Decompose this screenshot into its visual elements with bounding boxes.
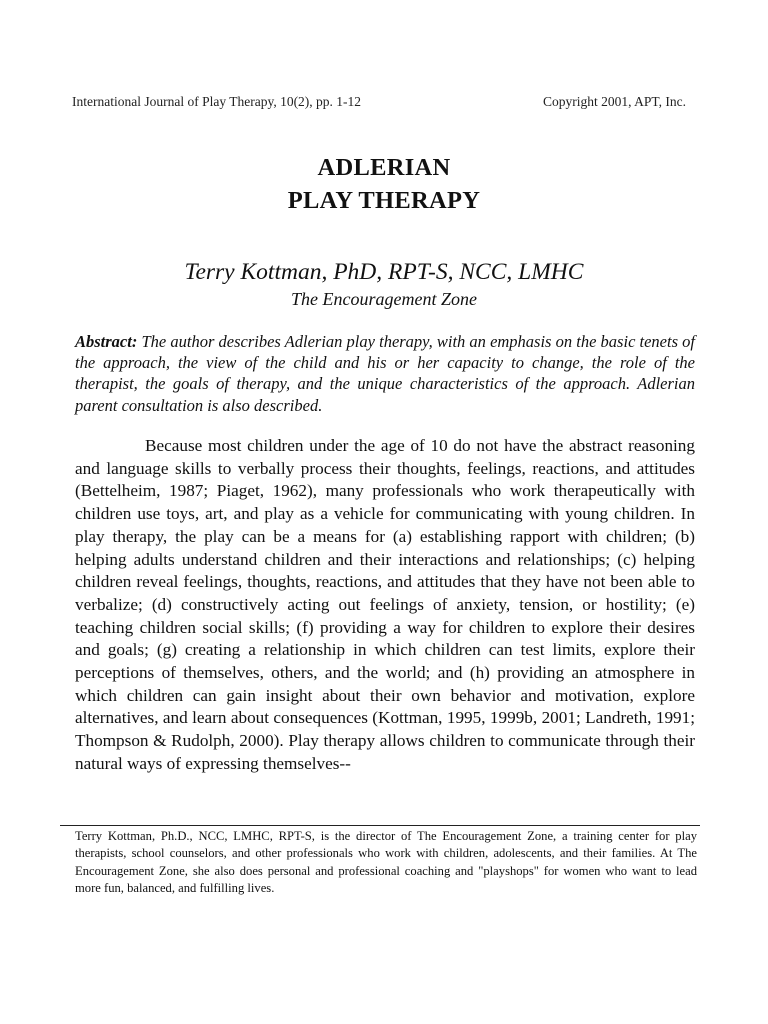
abstract-text: The author describes Adlerian play therapy, with an emphasis on the basic tenets of the approach, the view of the child and his or her capacity to change, the role of the therapist, the goals of therapy, and the unique characteristics of the approach. Adlerian parent consultation is also described.: [75, 332, 695, 415]
journal-citation: International Journal of Play Therapy, 10(2), pp. 1-12: [72, 94, 362, 109]
article-title: [0, 151, 768, 217]
body-paragraph: Because most children under the age of 10 do not have the abstract reasoning and language skills to verbally process their thoughts, feelings, reactions, and attitudes (Bettelheim, 1987; Piaget, 1962), many professionals who work therapeutically with children use toys, art, and play as a vehicle for communicating with young children. In play therapy, the play can be a means for (a) establishing rapport with children; (b) helping adults understand children and their interactions and relationships; (c) helping children reveal feelings, thoughts, reactions, and attitudes that they have not been able to verbalize; (d) constructively acting out feelings of anxiety, tension, or hostility; (e) teaching children social skills; (f) providing a way for children to explore their desires and goals; (g) creating a relationship in which children can test limits, explore their perceptions of themselves, others, and the world; and (h) providing an atmosphere in which children can gain insight about their own behavior and motivation, explore alternatives, and learn about consequences (Kottman, 1995, 1999b, 2001; Landreth, 1991; Thompson & Rudolph, 2000). Play therapy allows children to communicate through their natural ways of expressing themselves--: [75, 436, 695, 773]
abstract: [75, 331, 695, 416]
footnote-divider: [60, 825, 700, 826]
author-byline: Terry Kottman, PhD, RPT-S, NCC, LMHC: [184, 259, 584, 285]
author-affiliation: The Encouragement Zone: [291, 289, 477, 309]
abstract-label: Abstract:: [75, 332, 138, 351]
title-line-2: PLAY THERAPY: [287, 187, 481, 214]
title-line-1: ADLERIAN: [317, 154, 451, 181]
author-footnote: Terry Kottman, Ph.D., NCC, LMHC, RPT-S, is the director of The Encouragement Zone, a training center for play therapists, school counselors, and other professionals who work with children, adolescents, and their families. At The Encouragement Zone, she also does personal and professional coaching and "playshops" for women who want to lead more fun, balanced, and fulfilling lives.: [75, 829, 697, 896]
running-head: [72, 94, 686, 110]
copyright-notice: Copyright 2001, APT, Inc.: [543, 94, 686, 109]
